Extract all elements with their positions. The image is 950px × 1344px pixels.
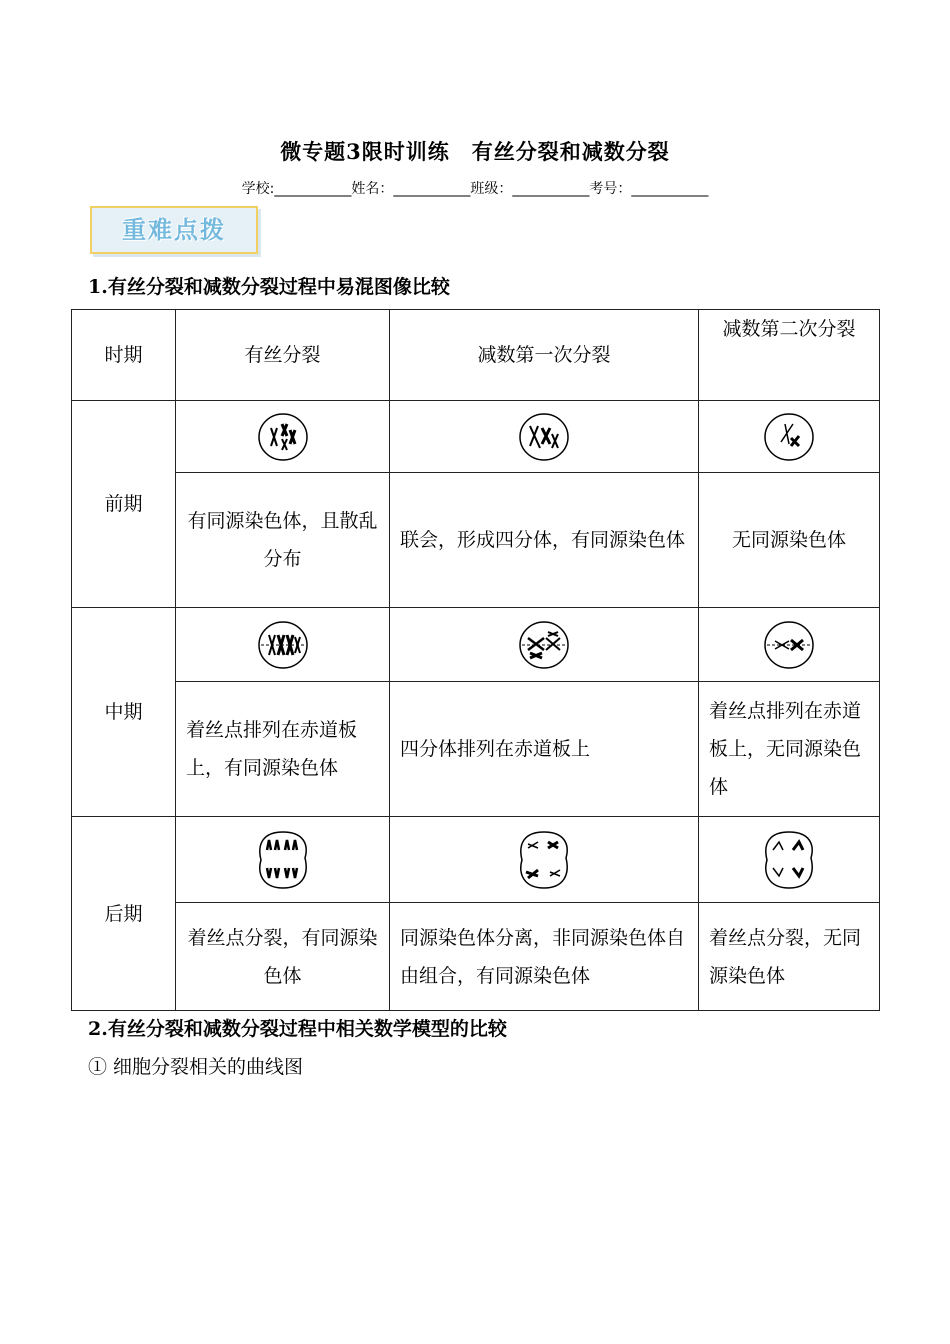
header-mitosis: 有丝分裂 xyxy=(176,310,390,401)
anaphase-meiosis1-text: 同源染色体分离，非同源染色体自由组合，有同源染色体 xyxy=(390,903,699,1011)
prophase-meiosis1-text: 联会，形成四分体，有同源染色体 xyxy=(390,473,699,608)
page-title: 微专题3限时训练 有丝分裂和减数分裂 xyxy=(280,139,670,164)
header-meiosis1: 减数第一次分裂 xyxy=(390,310,699,401)
metaphase-meiosis2-cell-icon xyxy=(699,620,879,670)
section-badge xyxy=(90,206,258,254)
header-meiosis2: 减数第二次分裂 xyxy=(699,310,880,401)
student-info-line: 学校:___________姓名：___________班级：___________考号：___________ xyxy=(241,181,709,197)
metaphase-meiosis2-text: 着丝点排列在赤道板上，无同源染色体 xyxy=(699,682,880,817)
phase-anaphase: 后期 xyxy=(72,817,176,1011)
prophase-meiosis2-text: 无同源染色体 xyxy=(699,473,880,608)
metaphase-mitosis-cell-icon xyxy=(176,620,389,670)
header-phase: 时期 xyxy=(72,310,176,401)
section-heading-2: 2.有丝分裂和减数分裂过程中相关数学模型的比较 xyxy=(88,1018,507,1040)
prophase-meiosis2-cell-icon xyxy=(699,412,879,462)
phase-prophase: 前期 xyxy=(72,401,176,608)
anaphase-meiosis2-text: 着丝点分裂，无同源染色体 xyxy=(699,903,880,1011)
badge-label: 重难点拨 xyxy=(122,216,226,244)
prophase-mitosis-text: 有同源染色体，且散乱分布 xyxy=(176,473,390,608)
prophase-meiosis1-cell-icon xyxy=(390,412,698,462)
section-heading-1: 1.有丝分裂和减数分裂过程中易混图像比较 xyxy=(88,276,450,298)
comparison-table xyxy=(71,309,880,1011)
anaphase-mitosis-cell-icon xyxy=(176,828,389,892)
anaphase-meiosis2-cell-icon xyxy=(699,828,879,892)
anaphase-meiosis1-cell-icon xyxy=(390,828,698,892)
metaphase-mitosis-text: 着丝点排列在赤道板上，有同源染色体 xyxy=(176,682,390,817)
metaphase-meiosis1-text: 四分体排列在赤道板上 xyxy=(390,682,699,817)
prophase-mitosis-cell-icon xyxy=(176,412,389,462)
metaphase-meiosis1-cell-icon xyxy=(390,620,698,670)
phase-metaphase: 中期 xyxy=(72,608,176,817)
subsection-heading: ① 细胞分裂相关的曲线图 xyxy=(88,1056,304,1078)
anaphase-mitosis-text: 着丝点分裂，有同源染色体 xyxy=(176,903,390,1011)
